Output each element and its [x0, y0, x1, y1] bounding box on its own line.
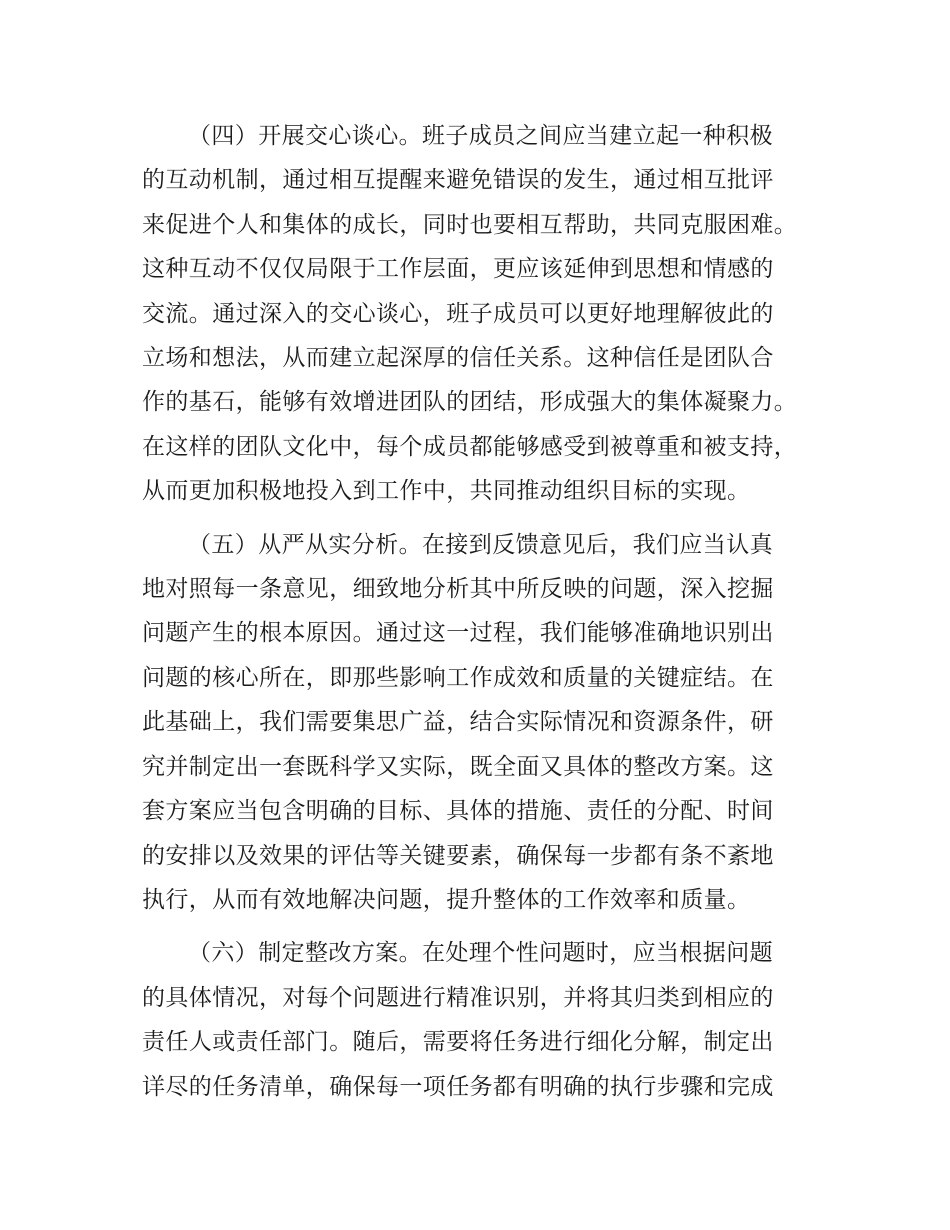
paragraph-line: 责任人或责任部门。随后，需要将任务进行细化分解，制定出: [142, 1029, 774, 1056]
paragraph-line: 从而更加积极地投入到工作中，共同推动组织目标的实现。: [142, 478, 751, 505]
paragraph-line: 在这样的团队文化中，每个成员都能够感受到被尊重和被支持，: [142, 433, 798, 460]
paragraph-line: 这种互动不仅仅局限于工作层面，更应该延伸到思想和情感的: [142, 256, 774, 283]
paragraph-line: 的互动机制，通过相互提醒来避免错误的发生，通过相互批评: [142, 167, 774, 194]
paragraph-line: 作的基石，能够有效增进团队的团结，形成强大的集体凝聚力。: [142, 389, 798, 416]
paragraph-line: 的具体情况，对每个问题进行精准识别，并将其归类到相应的: [142, 984, 774, 1011]
section-5-paragraph: [142, 523, 842, 923]
paragraph-line: 问题产生的根本原因。通过这一过程，我们能够准确地识别出: [142, 620, 774, 647]
document-body: [142, 114, 842, 1109]
paragraph-line: 交流。通过深入的交心谈心，班子成员可以更好地理解彼此的: [142, 300, 774, 327]
paragraph-line: （六）制定整改方案。在处理个性问题时，应当根据问题: [188, 940, 773, 967]
paragraph-line: 来促进个人和集体的成长，同时也要相互帮助，共同克服困难。: [142, 211, 798, 238]
paragraph-line: 此基础上，我们需要集思广益，结合实际情况和资源条件，研: [142, 709, 774, 736]
paragraph-line: 执行，从而有效地解决问题，提升整体的工作效率和质量。: [142, 886, 751, 913]
paragraph-line: 的安排以及效果的评估等关键要素，确保每一步都有条不紊地: [142, 842, 774, 869]
paragraph-line: 立场和想法，从而建立起深厚的信任关系。这种信任是团队合: [142, 345, 774, 372]
paragraph-line: （四）开展交心谈心。班子成员之间应当建立起一种积极: [188, 123, 773, 149]
section-6-paragraph: [142, 931, 842, 1109]
paragraph-line: 详尽的任务清单，确保每一项任务都有明确的执行步骤和完成: [142, 1073, 774, 1100]
paragraph-line: 套方案应当包含明确的目标、具体的措施、责任的分配、时间: [142, 798, 774, 825]
paragraph-line: 问题的核心所在，即那些影响工作成效和质量的关键症结。在: [142, 664, 774, 691]
paragraph-line: （五）从严从实分析。在接到反馈意见后，我们应当认真: [188, 531, 773, 558]
paragraph-line: 地对照每一条意见，细致地分析其中所反映的问题，深入挖掘: [142, 576, 774, 603]
section-4-paragraph: [142, 114, 842, 514]
paragraph-line: 究并制定出一套既科学又实际，既全面又具体的整改方案。这: [142, 753, 774, 780]
